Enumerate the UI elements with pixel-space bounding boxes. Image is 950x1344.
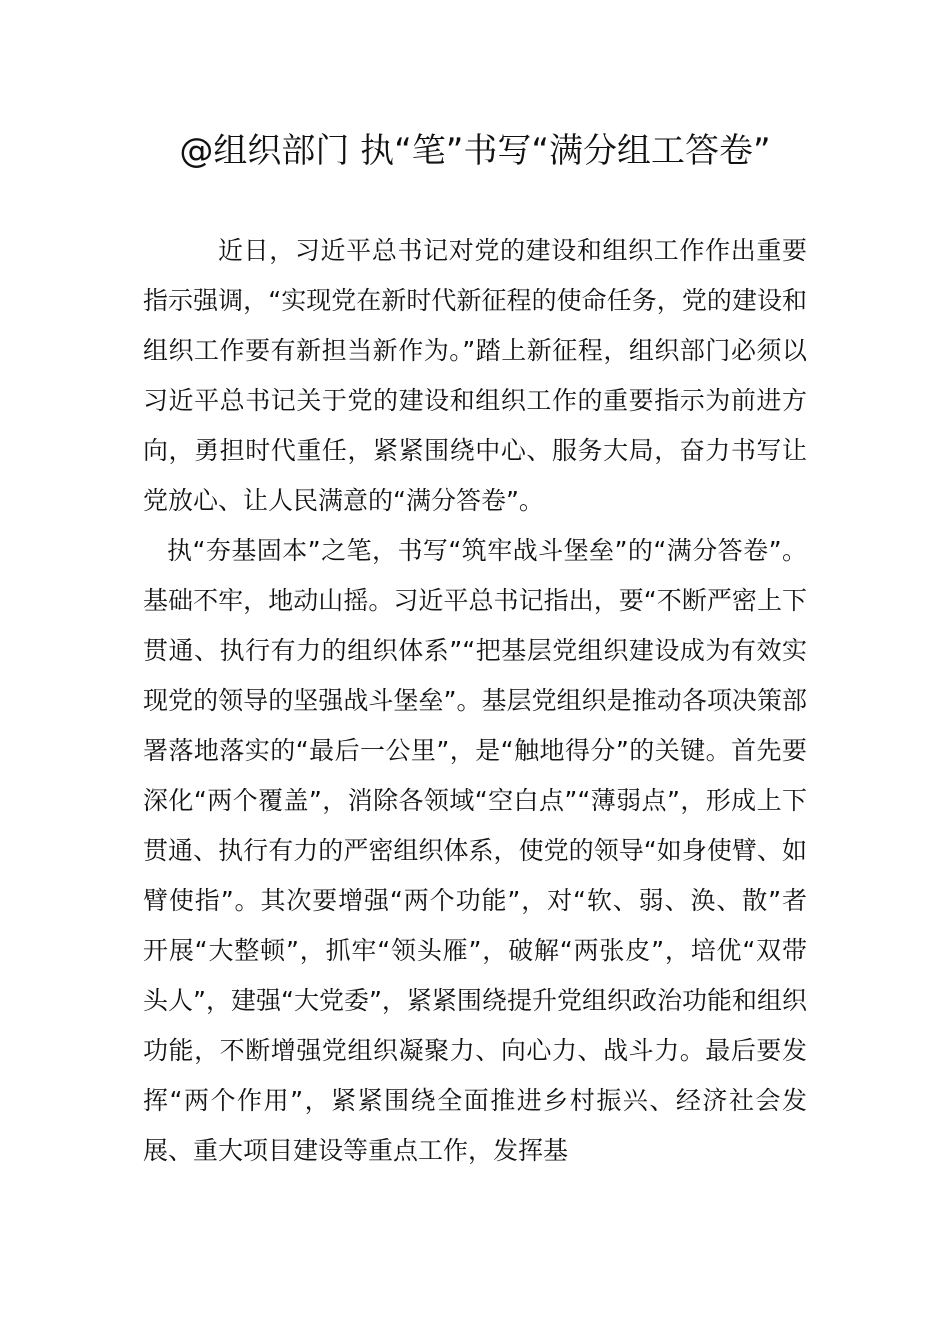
paragraph-intro: 近日，习近平总书记对党的建设和组织工作作出重要指示强调，“实现党在新时代新征程的使命任务，党的建设和组织工作要有新担当新作为。”踏上新征程，组织部门必须以习近平总书记关于党的建设和组织工作的重要指示为前进方向，勇担时代重任，紧紧围绕中心、服务大局，奋力书写让党放心、让人民满意的“满分答卷”。 [143, 236, 807, 515]
document-title: @组织部门 执“笔”书写“满分组工答卷” [179, 131, 771, 171]
document-body [143, 226, 807, 1176]
paragraph-section-1: 执“夯基固本”之笔，书写“筑牢战斗堡垒”的“满分答卷”。基础不牢，地动山摇。习近平总书记指出，要“不断严密上下贯通、执行有力的组织体系”“把基层党组织建设成为有效实现党的领导的坚强战斗堡垒”。基层党组织是推动各项决策部署落地落实的“最后一公里”，是“触地得分”的关键。首先要深化“两个覆盖”，消除各领域“空白点”“薄弱点”，形成上下贯通、执行有力的严密组织体系，使党的领导“如身使臂、如臂使指”。其次要增强“两个功能”，对“软、弱、涣、散”者开展“大整顿”，抓牢“领头雁”，破解“两张皮”，培优“双带头人”，建强“大党委”，紧紧围绕提升党组织政治功能和组织功能，不断增强党组织凝聚力、向心力、战斗力。最后要发挥“两个作用”，紧紧围绕全面推进乡村振兴、经济社会发展、重大项目建设等重点工作，发挥基 [143, 536, 807, 1165]
